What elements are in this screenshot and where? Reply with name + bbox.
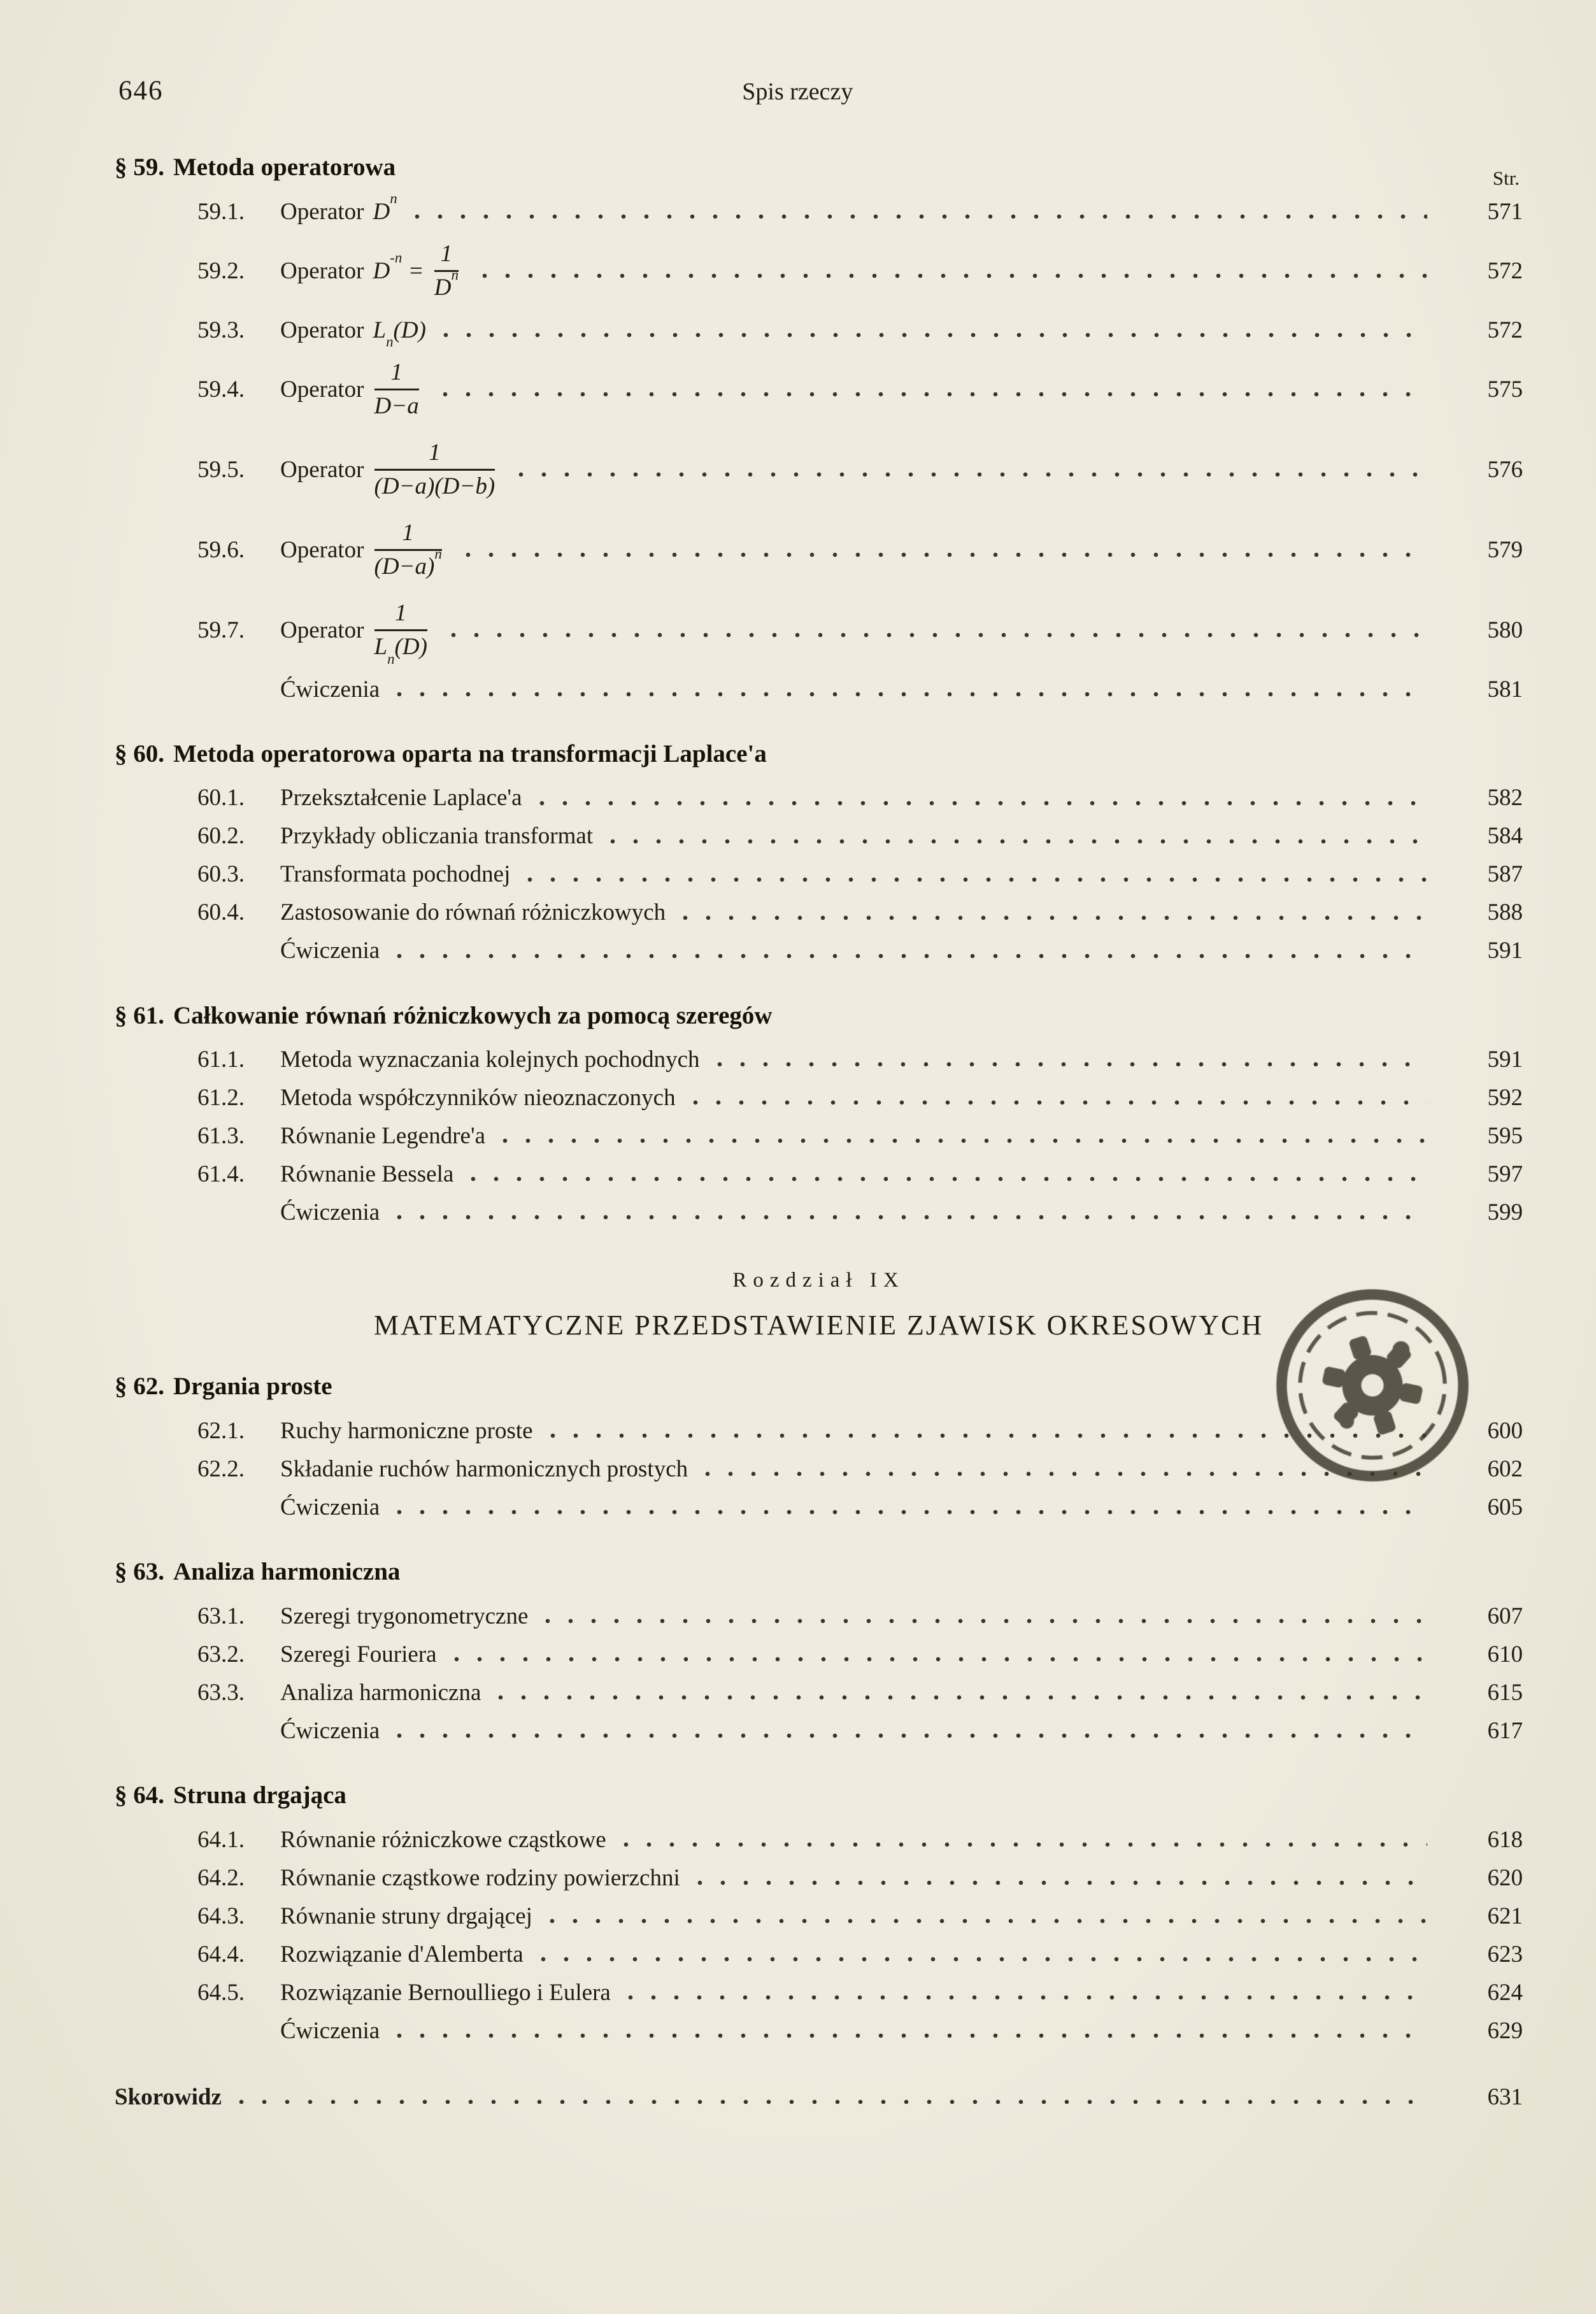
entry-title: Metoda współczynników nieoznaczonych	[280, 1085, 676, 1111]
section-heading	[115, 739, 1523, 769]
entry-title: Ruchy harmoniczne proste	[280, 1417, 533, 1444]
entry-title: Zastosowanie do równań różniczkowych	[280, 899, 666, 926]
dot-leader	[623, 1841, 1427, 1848]
toc-entry	[115, 590, 1523, 671]
toc-section	[115, 1001, 1523, 1232]
fraction-numerator: 1	[374, 600, 427, 632]
section-number: § 60.	[115, 739, 164, 768]
section-title: Całkowanie równań różniczkowych za pomocą szeregów	[173, 1001, 773, 1029]
entry-title: Składanie ruchów harmonicznych prostych	[280, 1455, 688, 1482]
entry-title: Operator	[280, 617, 364, 643]
entry-title: Operator	[280, 376, 364, 403]
dot-leader	[396, 691, 1427, 697]
dot-leader	[527, 876, 1427, 883]
entry-number: 59.1.	[197, 198, 245, 225]
fraction-denominator: $(D-a)^n$	[374, 545, 442, 580]
entry-title: Ćwiczenia	[280, 1494, 380, 1520]
math-expression: $D^{-n}$ =	[373, 249, 424, 284]
section-number: § 62.	[115, 1373, 164, 1401]
entry-number: 64.2.	[197, 1864, 245, 1891]
entry-title: Ćwiczenia	[280, 938, 380, 964]
entry-page-number: 587	[1487, 861, 1523, 888]
entry-page-number: 572	[1487, 257, 1523, 284]
dot-leader	[545, 1618, 1427, 1624]
section-heading	[115, 1557, 1523, 1587]
entry-page-number: 582	[1487, 785, 1523, 811]
fraction-denominator: (D−a)(D−b)	[374, 473, 495, 500]
dot-leader	[697, 1880, 1427, 1886]
dot-leader	[396, 2032, 1427, 2039]
math-fraction	[374, 599, 427, 668]
entry-number: 64.3.	[197, 1903, 245, 1929]
dot-leader	[470, 1176, 1427, 1182]
dot-leader	[465, 552, 1427, 558]
entry-title: Operator	[280, 198, 364, 225]
dot-leader	[396, 953, 1427, 959]
entry-page-number: 623	[1487, 1941, 1523, 1968]
entry-number: 60.4.	[197, 899, 245, 926]
section-number: § 59.	[115, 154, 164, 181]
fraction-numerator: 1	[374, 520, 442, 552]
entry-page-number: 591	[1487, 1046, 1523, 1073]
fraction-numerator: 1	[374, 439, 495, 471]
math-fraction	[434, 241, 459, 302]
entry-number: 63.2.	[197, 1641, 245, 1668]
entry-title: Operator	[280, 536, 364, 563]
dot-leader	[238, 2099, 1427, 2105]
entry-title: Przykłady obliczania transformat	[280, 823, 594, 850]
entry-page-number: 599	[1487, 1199, 1523, 1226]
entry-page-number: 607	[1487, 1603, 1523, 1629]
dot-leader	[414, 213, 1427, 220]
dot-leader	[518, 471, 1427, 478]
entry-number: 59.5.	[197, 456, 245, 483]
toc-entry	[115, 671, 1523, 709]
toc-entry	[115, 932, 1523, 971]
section-title: Drgania proste	[173, 1373, 332, 1401]
dot-leader	[453, 1656, 1427, 1662]
entry-title: Transformata pochodnej	[280, 861, 511, 888]
section-number: § 63.	[115, 1558, 164, 1586]
toc-entry	[115, 1859, 1523, 1897]
entry-page-number: 631	[1487, 2083, 1523, 2110]
running-title: Spis rzeczy	[742, 78, 853, 105]
toc-entry	[115, 1636, 1523, 1674]
entry-title: Ćwiczenia	[280, 2017, 380, 2044]
section-title: Analiza harmoniczna	[173, 1558, 401, 1586]
section-heading	[115, 1001, 1523, 1031]
entry-page-number: 576	[1487, 456, 1523, 483]
entry-title: Równanie struny drgającej	[280, 1903, 532, 1929]
entry-title: Analiza harmoniczna	[280, 1679, 481, 1706]
entry-number: 61.4.	[197, 1161, 245, 1188]
entry-page-number: 617	[1487, 1717, 1523, 1744]
toc-entry	[115, 894, 1523, 932]
dot-leader	[396, 1214, 1427, 1220]
entry-title: Operator	[280, 317, 364, 343]
entry-number: 62.1.	[197, 1417, 245, 1444]
math-expression: $D^n$	[373, 190, 397, 225]
entry-number: 64.4.	[197, 1941, 245, 1968]
toc-blocks	[115, 153, 1523, 2117]
entry-number: 60.2.	[197, 823, 245, 850]
toc-section	[115, 153, 1523, 709]
entry-page-number: 571	[1487, 198, 1523, 225]
toc-entry	[115, 1597, 1523, 1636]
entry-page-number: 618	[1487, 1826, 1523, 1853]
section-title: Metoda operatorowa oparta na transformacji Laplace'a	[173, 739, 767, 768]
entry-page-number: 602	[1487, 1455, 1523, 1482]
fraction-numerator: 1	[434, 241, 459, 273]
entry-title: Ćwiczenia	[280, 1717, 380, 1744]
entry-title: Równanie cząstkowe rodziny powierzchni	[280, 1864, 680, 1891]
entry-page-number: 600	[1487, 1417, 1523, 1444]
entry-title: Przekształcenie Laplace'a	[280, 785, 522, 811]
entry-number: 62.2.	[197, 1455, 245, 1482]
section-number: § 61.	[115, 1001, 164, 1029]
math-expression: $L_n(D)$	[373, 317, 426, 350]
toc-section	[115, 1557, 1523, 1750]
entry-title: Równanie Bessela	[280, 1161, 454, 1188]
entry-title: Równanie różniczkowe cząstkowe	[280, 1826, 606, 1853]
dot-leader	[627, 1994, 1427, 2001]
section-title: Metoda operatorowa	[173, 154, 396, 181]
dot-leader	[442, 391, 1427, 397]
dot-leader	[716, 1061, 1427, 1068]
entry-page-number: 579	[1487, 536, 1523, 563]
entry-page-number: 592	[1487, 1085, 1523, 1111]
toc-entry	[115, 190, 1523, 231]
entry-number: 59.3.	[197, 317, 245, 343]
toc-entry	[115, 1936, 1523, 1974]
toc-entry	[115, 1674, 1523, 1712]
math-fraction	[374, 520, 442, 581]
section-heading	[115, 1781, 1523, 1811]
toc-entry	[115, 1117, 1523, 1155]
dot-leader	[692, 1099, 1427, 1106]
dot-leader	[396, 1509, 1427, 1515]
entry-number: 61.1.	[197, 1046, 245, 1073]
entry-page-number: 624	[1487, 1979, 1523, 2006]
entry-number: 61.3.	[197, 1123, 245, 1150]
entry-title: Rozwiązanie d'Alemberta	[280, 1941, 524, 1968]
entry-number: 63.3.	[197, 1679, 245, 1706]
entry-page-number: 575	[1487, 376, 1523, 403]
toc-entry	[115, 1974, 1523, 2012]
toc-entry	[115, 1194, 1523, 1232]
dot-leader	[443, 332, 1427, 338]
entry-page-number: 605	[1487, 1494, 1523, 1520]
fraction-numerator: 1	[374, 359, 419, 391]
toc-entry	[115, 1041, 1523, 1079]
entry-page-number: 597	[1487, 1161, 1523, 1188]
toc-entry	[115, 856, 1523, 894]
section-number: § 64.	[115, 1781, 164, 1809]
entry-number: 60.3.	[197, 861, 245, 888]
chapter-number: Rozdział IX	[732, 1269, 905, 1292]
dot-leader	[682, 915, 1427, 921]
toc-entry	[115, 1897, 1523, 1936]
entry-number: 63.1.	[197, 1603, 245, 1629]
toc-entry	[115, 1155, 1523, 1194]
toc-section	[115, 1781, 1523, 2050]
page-header	[115, 75, 1523, 112]
entry-number: 64.1.	[197, 1826, 245, 1853]
dot-leader	[497, 1694, 1427, 1701]
toc-entry	[115, 350, 1523, 430]
entry-title: Szeregi Fouriera	[280, 1641, 437, 1668]
toc-entry	[115, 1079, 1523, 1117]
entry-page-number: 581	[1487, 676, 1523, 703]
entry-page-number: 595	[1487, 1123, 1523, 1150]
entry-number: 64.5.	[197, 1979, 245, 2006]
dot-leader	[502, 1138, 1427, 1144]
toc-entry	[115, 231, 1523, 311]
entry-number: 61.2.	[197, 1085, 245, 1111]
entry-title: Szeregi trygonometryczne	[280, 1603, 529, 1629]
entry-page-number: 580	[1487, 617, 1523, 643]
entry-number: 60.1.	[197, 785, 245, 811]
entry-title: Operator	[280, 456, 364, 483]
dot-leader	[396, 1732, 1427, 1739]
entry-title: Operator	[280, 257, 364, 284]
toc-entry	[115, 430, 1523, 510]
toc-entry	[115, 510, 1523, 590]
entry-number: 59.2.	[197, 257, 245, 284]
entry-page-number: 584	[1487, 823, 1523, 850]
entry-page-number: 629	[1487, 2017, 1523, 2044]
entry-number: 59.6.	[197, 536, 245, 563]
entry-title: Równanie Legendre'a	[280, 1123, 486, 1150]
entry-page-number: 621	[1487, 1903, 1523, 1929]
fraction-denominator: $D^n$	[434, 266, 459, 301]
dot-leader	[540, 1956, 1427, 1962]
folio-page-number: 646	[118, 76, 164, 106]
entry-page-number: 620	[1487, 1864, 1523, 1891]
page-column-label: Str.	[1492, 167, 1520, 189]
dot-leader	[549, 1918, 1427, 1924]
entry-page-number: 591	[1487, 938, 1523, 964]
toc-section	[115, 739, 1523, 971]
dot-leader	[539, 800, 1427, 806]
entry-page-number: 610	[1487, 1641, 1523, 1668]
dot-leader	[450, 632, 1427, 638]
entry-page-number: 572	[1487, 317, 1523, 343]
toc-entry	[115, 780, 1523, 818]
chapter-title: MATEMATYCZNE PRZEDSTAWIENIE ZJAWISK OKRESOWYCH	[373, 1310, 1264, 1341]
toc-entry	[115, 818, 1523, 856]
entry-number: 59.7.	[197, 617, 245, 643]
entry-title: Metoda wyznaczania kolejnych pochodnych	[280, 1046, 700, 1073]
toc-entry	[115, 1821, 1523, 1859]
section-title: Struna drgająca	[173, 1781, 346, 1809]
entry-number: 59.4.	[197, 376, 245, 403]
toc-entry	[115, 1712, 1523, 1750]
section-heading	[115, 153, 1523, 183]
entry-title: Rozwiązanie Bernoulliego i Eulera	[280, 1979, 611, 2006]
math-fraction	[374, 359, 419, 420]
entry-title: Ćwiczenia	[280, 676, 380, 703]
entry-title: Skorowidz	[115, 2083, 222, 2110]
entry-page-number: 588	[1487, 899, 1523, 926]
entry-title: Ćwiczenia	[280, 1199, 380, 1226]
fraction-denominator: D−a	[374, 393, 419, 420]
toc-entry	[115, 2012, 1523, 2050]
entry-page-number: 615	[1487, 1679, 1523, 1706]
toc-entry	[115, 2078, 1523, 2117]
math-fraction	[374, 439, 495, 501]
toc-entry	[115, 311, 1523, 350]
dot-leader	[609, 838, 1427, 845]
dot-leader	[481, 273, 1427, 279]
fraction-denominator: $L_n(D)$	[374, 634, 427, 668]
